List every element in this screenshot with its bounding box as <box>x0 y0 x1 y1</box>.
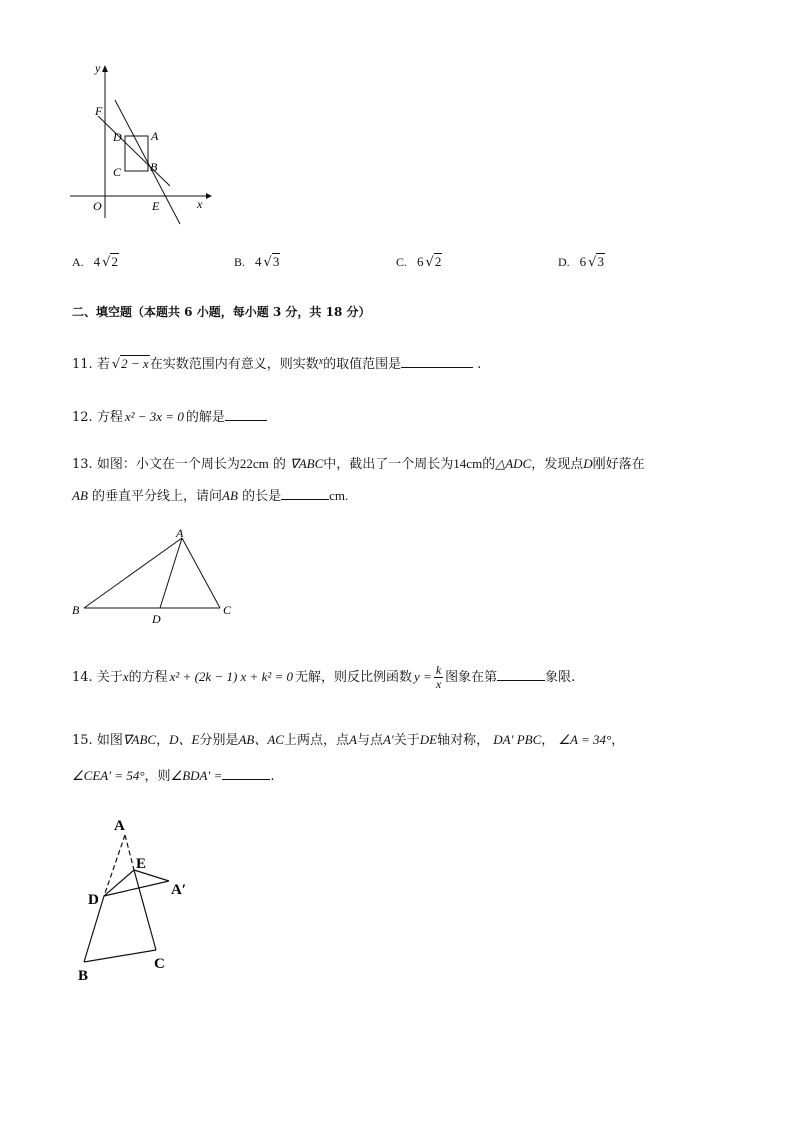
question-text: 刚好落在 <box>592 457 645 472</box>
label-c: C <box>113 165 122 179</box>
question-12 <box>72 408 267 427</box>
question-text: ∠CEA′ = 54° <box>72 768 145 783</box>
question-text: 的长是 <box>242 489 282 504</box>
option-coef: 6 <box>417 254 424 269</box>
question-text: 象限. <box>545 670 576 685</box>
option-letter: D. <box>558 255 570 269</box>
question-number: 15. <box>72 733 93 748</box>
question-text: y = <box>414 669 432 684</box>
coordinate-graph <box>60 58 220 230</box>
question-15-line-2 <box>72 767 274 786</box>
answer-blank[interactable] <box>281 487 329 500</box>
question-text: ，发现点 <box>531 457 584 472</box>
question-text: 的 <box>482 457 496 472</box>
question-text: 的 <box>272 457 286 472</box>
segment-ad <box>160 538 182 608</box>
q14-equation: x² + (2k − 1) x + k² = 0 <box>169 669 294 684</box>
question-text: 轴对称， <box>437 733 490 748</box>
triangle-adc: △ADC <box>495 456 532 471</box>
side-ab <box>84 538 182 608</box>
answer-blank[interactable] <box>222 767 270 780</box>
option-letter: A. <box>72 255 84 269</box>
segment-bc <box>84 950 156 962</box>
triangle-abc: ∇ABC <box>290 456 324 471</box>
question-15-line-1 <box>72 731 624 750</box>
question-text: ， <box>541 733 555 748</box>
question-text: AB <box>72 488 88 503</box>
vertex-c: C <box>223 603 232 617</box>
option-radicand: 2 <box>111 254 118 269</box>
q12-post: 的解是 <box>185 410 225 425</box>
vertex-d: D <box>152 612 161 626</box>
question-11 <box>72 353 481 374</box>
question-text: ∠BDA′ = <box>170 768 223 783</box>
q11-post: 的取值范围是 <box>323 357 402 372</box>
question-text: 中，截出了一个周长为 <box>323 457 454 472</box>
question-text: ， <box>611 733 625 748</box>
question-14 <box>72 663 575 692</box>
question-13-line-1 <box>72 455 645 474</box>
side-ac <box>182 538 220 608</box>
question-text: 如图 <box>96 733 123 748</box>
vertex-e: E <box>136 856 147 872</box>
option-d[interactable] <box>558 254 605 270</box>
question-text: 无解，则反比例函数 <box>295 670 413 685</box>
sqrt-icon: √2 <box>425 254 442 270</box>
question-text: ，则 <box>144 769 171 784</box>
label-b: B <box>150 160 158 174</box>
sqrt-icon: √3 <box>588 254 604 270</box>
option-letter: C. <box>396 255 408 269</box>
q11-mid: 在实数范围内有意义，则实数 <box>149 357 319 372</box>
answer-blank[interactable] <box>497 668 545 681</box>
question-text: x <box>122 669 129 684</box>
question-text: k <box>435 663 442 677</box>
question-text: 上两点，点 <box>283 733 349 748</box>
answer-blank[interactable] <box>225 408 267 421</box>
question-text: ， <box>156 733 170 748</box>
question-text: DE <box>419 732 438 747</box>
q11-pre: 若 <box>96 357 110 372</box>
question-text: x <box>435 677 442 691</box>
question-number: 12. <box>72 410 93 425</box>
dashed-ae <box>125 835 134 870</box>
question-13-line-2 <box>72 487 348 506</box>
option-radicand: 2 <box>434 254 442 269</box>
triangle-figure-13 <box>66 526 246 626</box>
question-text: 如图：小文在一个周长为 <box>96 457 240 472</box>
label-f: F <box>95 104 103 118</box>
perimeter-1: 22cm <box>239 456 269 471</box>
perimeter-2: 14cm <box>453 456 483 471</box>
label-e: E <box>152 199 160 213</box>
question-text: 与点 <box>356 733 383 748</box>
option-radicand: 3 <box>597 254 604 269</box>
label-a: A <box>151 129 159 143</box>
option-a[interactable] <box>72 254 119 270</box>
option-coef: 4 <box>255 254 262 269</box>
q12-equation: x² − 3x = 0 <box>124 409 184 424</box>
vertex-b: B <box>72 603 80 617</box>
question-text: 的方程 <box>128 670 168 685</box>
question-text: 关于 <box>393 733 420 748</box>
vertex-c: C <box>154 956 165 972</box>
label-o: O <box>93 199 102 213</box>
question-text: AB、AC <box>238 732 284 747</box>
answer-blank[interactable] <box>401 355 473 368</box>
question-number: 13. <box>72 457 93 472</box>
question-text: . <box>270 769 275 784</box>
x-axis-arrow <box>206 193 212 199</box>
question-text: 分别是 <box>199 733 239 748</box>
vertex-b: B <box>78 968 89 984</box>
q11-radicand: 2 − x <box>121 356 149 371</box>
option-coef: 6 <box>579 254 587 269</box>
question-text: D、E <box>169 732 200 747</box>
q12-pre: 方程 <box>96 410 123 425</box>
vertex-a-prime: A′ <box>171 882 187 898</box>
label-d: D <box>113 130 122 144</box>
vertex-a: A <box>176 526 184 540</box>
fold-figure-15 <box>70 810 210 990</box>
sqrt-icon: √2 <box>102 254 118 270</box>
parallel-condition: DA′ PBC <box>493 732 542 747</box>
vertex-a: A <box>114 818 125 834</box>
option-coef: 4 <box>93 254 101 269</box>
question-text: 图象在第 <box>445 670 498 685</box>
sqrt-icon: √2 − x <box>111 356 149 372</box>
question-text: D <box>583 456 593 471</box>
label-y: y <box>95 61 101 75</box>
segment-da2 <box>104 881 169 896</box>
sqrt-icon: √3 <box>263 254 280 270</box>
fraction-k-over-x <box>434 664 443 691</box>
question-text: AB <box>222 488 238 503</box>
option-c[interactable] <box>396 254 442 270</box>
section-title: 二、填空题（本题共 6 小题，每小题 3 分，共 18 分） <box>72 305 371 319</box>
y-axis-arrow <box>102 65 108 72</box>
question-text: 的垂直平分线上，请问 <box>92 489 223 504</box>
label-x: x <box>197 197 203 211</box>
q11-end: . <box>477 357 482 372</box>
question-number: 14. <box>72 670 93 685</box>
question-text: 关于 <box>96 670 123 685</box>
question-text: A′ <box>382 732 394 747</box>
question-text: ∇ABC <box>122 732 157 747</box>
option-letter: B. <box>234 255 246 269</box>
option-b[interactable] <box>234 254 280 270</box>
question-text: ∠A = 34° <box>558 732 612 747</box>
question-text: cm. <box>329 488 349 503</box>
question-number: 11. <box>72 357 93 372</box>
line-fe <box>98 116 170 186</box>
q11-var: x <box>318 356 324 367</box>
option-radicand: 3 <box>272 254 280 269</box>
question-text: A <box>348 732 357 747</box>
vertex-d: D <box>88 892 99 908</box>
segment-ec <box>134 870 156 950</box>
